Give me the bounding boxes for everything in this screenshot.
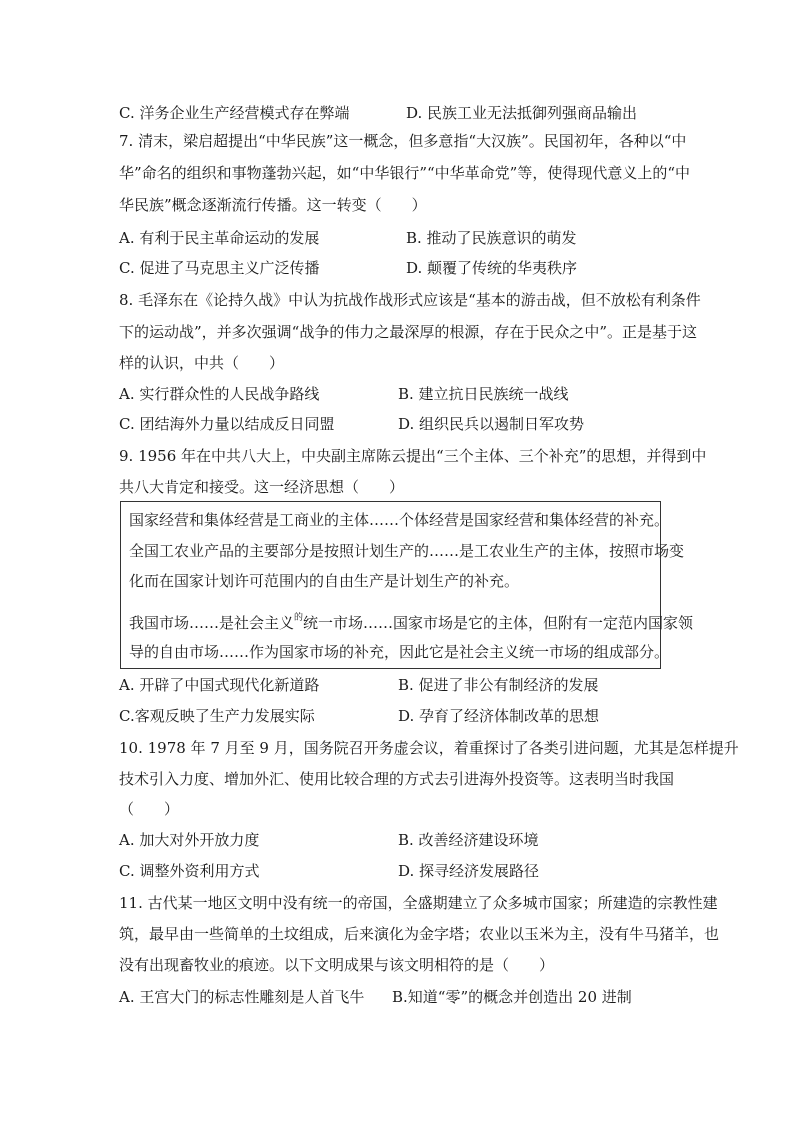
- material-line: 化而在国家计划许可范围内的自由生产是计划生产的补充。: [129, 572, 520, 590]
- q10-stem-line: 技术引入力度、增加外汇、使用比较合理的方式去引进海外投资等。这表明当时我国: [119, 770, 675, 788]
- q8-option-d: D. 组织民兵以遏制日军攻势: [398, 415, 585, 433]
- q10-option-c: C. 调整外资利用方式: [119, 862, 260, 880]
- q9-option-c: C.客观反映了生产力发展实际: [119, 707, 315, 725]
- q11-stem-line: 筑，最早由一些简单的土坟组成，后来演化为金字塔；农业以玉米为主，没有牛马猪羊，也: [119, 925, 720, 943]
- q8-option-a: A. 实行群众性的人民战争路线: [119, 385, 320, 403]
- q8-option-b: B. 建立抗日民族统一战线: [398, 385, 569, 403]
- q11-stem-line: 11. 古代某一地区文明中没有统一的帝国，全盛期建立了众多城市国家；所建造的宗教性建: [119, 894, 718, 912]
- material-line: 我国市场……是社会主义$^的$统一市场……国家市场是它的主体，但附有一定范内国家领: [129, 613, 694, 632]
- q7-stem-line: 华民族”概念逐渐流行传播。这一转变（ ）: [119, 196, 427, 214]
- q7-stem-line: 华”命名的组织和事物蓬勃兴起，如“中华银行”“中华革命党”等，使得现代意义上的“中: [119, 164, 691, 182]
- q8-stem-line: 8. 毛泽东在《论持久战》中认为抗战作战形式应该是“基本的游击战，但不放松有利条件: [119, 291, 701, 309]
- q9-option-b: B. 促进了非公有制经济的发展: [398, 676, 599, 694]
- q7-option-b: B. 推动了民族意识的萌发: [406, 229, 577, 247]
- material-line: 全国工农业产品的主要部分是按照计划生产的……是工农业生产的主体，按照市场变: [129, 542, 685, 560]
- q7-option-c: C. 促进了马克思主义广泛传播: [119, 259, 320, 277]
- q11-option-a: A. 王宫大门的标志性雕刻是人首飞牛: [119, 988, 365, 1006]
- q6-option-d: D. 民族工业无法抵御列强商品输出: [406, 104, 638, 122]
- q9-option-d: D. 孕育了经济体制改革的思想: [398, 707, 600, 725]
- q10-option-d: D. 探寻经济发展路径: [398, 862, 540, 880]
- material-line: 导的自由市场……作为国家市场的补充，因此它是社会主义统一市场的组成部分。: [129, 643, 670, 661]
- q10-option-a: A. 加大对外开放力度: [119, 831, 260, 849]
- q6-option-c: C. 洋务企业生产经营模式存在弊端: [119, 104, 350, 122]
- q9-material-box: [120, 501, 694, 669]
- q11-stem-line: 没有出现畜牧业的痕迹。以下文明成果与该文明相符的是（ ）: [119, 956, 555, 974]
- q9-stem-line: 9. 1956 年在中共八大上，中央副主席陈云提出“三个主体、三个补充”的思想，并得到中: [119, 447, 707, 465]
- q8-stem-line: 下的运动战”，并多次强调“战争的伟力之最深厚的根源，存在于民众之中”。正是基于这: [119, 323, 698, 341]
- q7-stem-line: 7. 清末，梁启超提出“中华民族”这一概念，但多意指“大汉族”。民国初年，各种以“中: [119, 132, 687, 150]
- q9-option-a: A. 开辟了中国式现代化新道路: [119, 676, 320, 694]
- q10-option-b: B. 改善经济建设环境: [398, 831, 539, 849]
- q10-stem-line: （ ）: [119, 800, 180, 818]
- q11-option-b: B.知道“零”的概念并创造出 20 进制: [392, 988, 632, 1006]
- material-line: 国家经营和集体经营是工商业的主体……个体经营是国家经营和集体经营的补充。: [129, 511, 670, 529]
- q7-option-d: D. 颠覆了传统的华夷秩序: [406, 259, 578, 277]
- q9-stem-line: 共八大肯定和接受。这一经济思想（ ）: [119, 478, 405, 496]
- q10-stem-line: 10. 1978 年 7 月至 9 月，国务院召开务虚会议，着重探讨了各类引进问题，尤其是怎样提升: [119, 739, 739, 757]
- q8-option-c: C. 团结海外力量以结成反日同盟: [119, 415, 335, 433]
- q8-stem-line: 样的认识，中共（ ）: [119, 354, 285, 372]
- q7-option-a: A. 有利于民主革命运动的发展: [119, 229, 320, 247]
